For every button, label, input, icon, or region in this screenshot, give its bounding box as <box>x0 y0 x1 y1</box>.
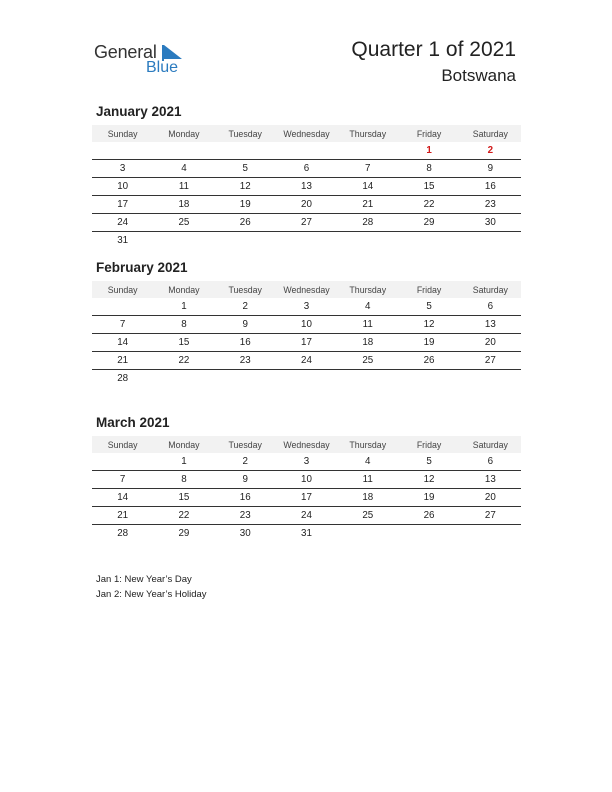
day-cell: 17 <box>276 334 337 352</box>
day-cell: 16 <box>215 489 276 507</box>
holiday-notes <box>96 573 207 602</box>
calendar-table <box>92 436 521 542</box>
weekday-header: Friday <box>398 436 459 453</box>
empty-day-cell <box>276 142 337 160</box>
week-row <box>92 232 521 250</box>
logo <box>94 42 194 78</box>
empty-day-cell <box>153 232 214 250</box>
weekday-header: Thursday <box>337 436 398 453</box>
weekday-header: Wednesday <box>276 436 337 453</box>
day-cell: 23 <box>215 352 276 370</box>
empty-day-cell <box>153 142 214 160</box>
logo-text-blue: Blue <box>146 59 179 76</box>
day-cell: 8 <box>398 160 459 178</box>
week-row <box>92 471 521 489</box>
day-cell: 19 <box>398 489 459 507</box>
day-cell: 27 <box>460 507 521 525</box>
day-cell: 7 <box>92 316 153 334</box>
weekday-header: Thursday <box>337 281 398 298</box>
week-row <box>92 178 521 196</box>
day-cell: 9 <box>460 160 521 178</box>
week-row <box>92 453 521 471</box>
day-cell: 15 <box>153 334 214 352</box>
day-cell: 13 <box>460 471 521 489</box>
empty-day-cell <box>215 232 276 250</box>
day-cell: 1 <box>153 453 214 471</box>
calendar-table <box>92 281 521 387</box>
day-cell: 7 <box>92 471 153 489</box>
day-cell: 28 <box>337 214 398 232</box>
day-cell: 23 <box>460 196 521 214</box>
month-march <box>92 415 521 542</box>
day-cell: 11 <box>337 471 398 489</box>
day-cell: 16 <box>460 178 521 196</box>
holiday-note: Jan 1: New Year’s Day <box>96 574 192 585</box>
day-cell: 25 <box>337 352 398 370</box>
day-cell: 8 <box>153 471 214 489</box>
day-cell: 2 <box>460 142 521 160</box>
day-cell: 26 <box>398 352 459 370</box>
day-cell: 8 <box>153 316 214 334</box>
day-cell: 20 <box>460 489 521 507</box>
day-cell: 21 <box>92 352 153 370</box>
empty-day-cell <box>276 232 337 250</box>
day-cell: 19 <box>215 196 276 214</box>
day-cell: 14 <box>92 489 153 507</box>
day-cell: 9 <box>215 471 276 489</box>
day-cell: 12 <box>398 316 459 334</box>
empty-day-cell <box>460 525 521 543</box>
week-row <box>92 334 521 352</box>
day-cell: 10 <box>276 316 337 334</box>
month-title: January 2021 <box>96 104 182 119</box>
empty-day-cell <box>460 370 521 388</box>
empty-day-cell <box>460 232 521 250</box>
week-row <box>92 507 521 525</box>
day-cell: 30 <box>460 214 521 232</box>
empty-day-cell <box>215 370 276 388</box>
calendar-table <box>92 125 521 249</box>
day-cell: 6 <box>276 160 337 178</box>
day-cell: 2 <box>215 453 276 471</box>
week-row <box>92 370 521 388</box>
empty-day-cell <box>92 142 153 160</box>
weekday-header-row <box>92 281 521 298</box>
day-cell: 14 <box>337 178 398 196</box>
day-cell: 30 <box>239 528 251 539</box>
empty-day-cell <box>153 370 214 388</box>
empty-day-cell <box>215 142 276 160</box>
day-cell: 31 <box>117 235 129 246</box>
weekday-header: Saturday <box>460 125 521 142</box>
month-title: February 2021 <box>96 260 188 275</box>
weekday-header-row <box>92 436 521 453</box>
day-cell: 6 <box>460 298 521 316</box>
month-january <box>92 104 521 249</box>
empty-day-cell <box>337 525 398 543</box>
week-row <box>92 160 521 178</box>
month-title: March 2021 <box>96 415 170 430</box>
weekday-header: Tuesday <box>215 281 276 298</box>
day-cell: 16 <box>215 334 276 352</box>
day-cell: 13 <box>276 178 337 196</box>
weekday-header: Monday <box>153 281 214 298</box>
day-cell: 20 <box>460 334 521 352</box>
week-row <box>92 196 521 214</box>
country-name: Botswana <box>441 66 516 85</box>
day-cell: 18 <box>337 489 398 507</box>
weekday-header: Thursday <box>337 125 398 142</box>
weekday-header: Tuesday <box>215 125 276 142</box>
empty-day-cell <box>398 525 459 543</box>
day-cell: 11 <box>153 178 214 196</box>
day-cell: 27 <box>460 352 521 370</box>
empty-day-cell <box>337 232 398 250</box>
week-row <box>92 489 521 507</box>
day-cell: 24 <box>276 352 337 370</box>
day-cell: 14 <box>92 334 153 352</box>
empty-day-cell <box>337 142 398 160</box>
weekday-header: Monday <box>153 436 214 453</box>
holiday-note: Jan 2: New Year’s Holiday <box>96 588 207 600</box>
day-cell: 10 <box>276 471 337 489</box>
day-cell: 26 <box>398 507 459 525</box>
day-cell: 12 <box>215 178 276 196</box>
weekday-header-row <box>92 125 521 142</box>
day-cell: 7 <box>337 160 398 178</box>
day-cell: 29 <box>178 528 190 539</box>
day-cell: 4 <box>337 453 398 471</box>
day-cell: 27 <box>276 214 337 232</box>
day-cell: 12 <box>398 471 459 489</box>
empty-day-cell <box>92 298 153 316</box>
weekday-header: Friday <box>398 125 459 142</box>
empty-day-cell <box>92 453 153 471</box>
day-cell: 24 <box>92 214 153 232</box>
weekday-header: Wednesday <box>276 125 337 142</box>
day-cell: 11 <box>337 316 398 334</box>
day-cell: 28 <box>117 373 129 384</box>
day-cell: 5 <box>398 298 459 316</box>
day-cell: 28 <box>117 528 129 539</box>
day-cell: 3 <box>276 298 337 316</box>
logo-text-general: General <box>94 42 157 62</box>
month-february <box>92 260 521 387</box>
day-cell: 15 <box>153 489 214 507</box>
week-row <box>92 525 521 543</box>
day-cell: 5 <box>398 453 459 471</box>
week-row <box>92 298 521 316</box>
day-cell: 1 <box>398 142 459 160</box>
day-cell: 22 <box>153 352 214 370</box>
day-cell: 29 <box>398 214 459 232</box>
weekday-header: Monday <box>153 125 214 142</box>
day-cell: 26 <box>215 214 276 232</box>
day-cell: 22 <box>398 196 459 214</box>
day-cell: 9 <box>215 316 276 334</box>
day-cell: 20 <box>276 196 337 214</box>
day-cell: 24 <box>276 507 337 525</box>
day-cell: 13 <box>460 316 521 334</box>
day-cell: 5 <box>215 160 276 178</box>
weekday-header: Sunday <box>92 436 153 453</box>
weekday-header: Sunday <box>92 125 153 142</box>
empty-day-cell <box>398 370 459 388</box>
day-cell: 17 <box>276 489 337 507</box>
day-cell: 25 <box>337 507 398 525</box>
weekday-header: Friday <box>398 281 459 298</box>
weekday-header: Saturday <box>460 436 521 453</box>
week-row <box>92 316 521 334</box>
day-cell: 19 <box>398 334 459 352</box>
day-cell: 18 <box>153 196 214 214</box>
day-cell: 3 <box>92 160 153 178</box>
page-title: Quarter 1 of 2021 <box>351 38 516 61</box>
day-cell: 15 <box>398 178 459 196</box>
day-cell: 22 <box>153 507 214 525</box>
day-cell: 4 <box>153 160 214 178</box>
day-cell: 2 <box>215 298 276 316</box>
day-cell: 6 <box>460 453 521 471</box>
empty-day-cell <box>337 370 398 388</box>
day-cell: 25 <box>153 214 214 232</box>
day-cell: 21 <box>92 507 153 525</box>
weekday-header: Tuesday <box>215 436 276 453</box>
empty-day-cell <box>276 370 337 388</box>
week-row <box>92 142 521 160</box>
day-cell: 18 <box>337 334 398 352</box>
day-cell: 17 <box>92 196 153 214</box>
weekday-header: Sunday <box>92 281 153 298</box>
day-cell: 23 <box>215 507 276 525</box>
day-cell: 4 <box>337 298 398 316</box>
week-row <box>92 352 521 370</box>
weekday-header: Saturday <box>460 281 521 298</box>
day-cell: 21 <box>337 196 398 214</box>
empty-day-cell <box>398 232 459 250</box>
week-row <box>92 214 521 232</box>
day-cell: 31 <box>301 528 312 539</box>
day-cell: 3 <box>276 453 337 471</box>
day-cell: 10 <box>92 178 153 196</box>
day-cell: 1 <box>153 298 214 316</box>
weekday-header: Wednesday <box>276 281 337 298</box>
